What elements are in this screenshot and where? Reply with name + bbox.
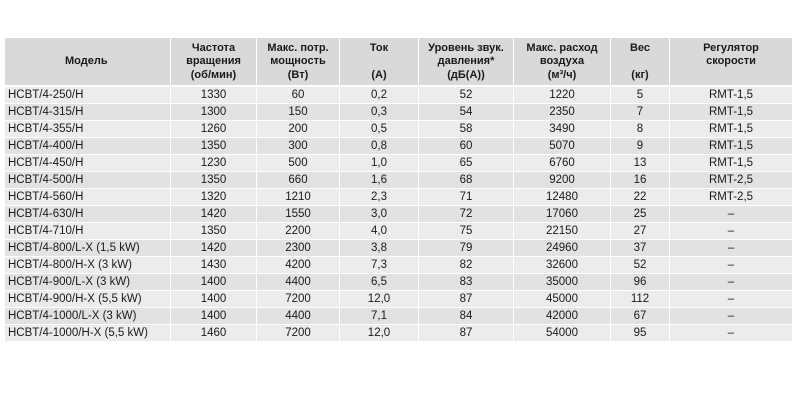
cell-sound: 75 xyxy=(419,223,514,240)
cell-regulator: RMT-1,5 xyxy=(670,104,792,121)
cell-current: 3,0 xyxy=(340,206,419,223)
table-row xyxy=(5,121,792,138)
cell-rpm: 1350 xyxy=(171,138,257,155)
cell-current: 7,3 xyxy=(340,257,419,274)
cell-weight: 22 xyxy=(611,189,670,206)
cell-airflow: 5070 xyxy=(514,138,611,155)
table-row xyxy=(5,206,792,223)
header-rpm xyxy=(171,38,257,87)
cell-regulator: RMT-1,5 xyxy=(670,155,792,172)
cell-weight: 27 xyxy=(611,223,670,240)
header-current-unit: (A) xyxy=(371,68,387,81)
header-regulator-line-2: скорости xyxy=(706,54,756,67)
cell-power: 1550 xyxy=(257,206,340,223)
cell-power: 200 xyxy=(257,121,340,138)
cell-current: 0,5 xyxy=(340,121,419,138)
cell-model: HCBT/4-900/L-X (3 kW) xyxy=(5,274,171,291)
table-row xyxy=(5,223,792,240)
cell-model: HCBT/4-630/H xyxy=(5,206,171,223)
cell-power: 300 xyxy=(257,138,340,155)
table-row xyxy=(5,155,792,172)
cell-airflow: 12480 xyxy=(514,189,611,206)
header-sound-line-2: давления* xyxy=(437,55,495,67)
cell-weight: 67 xyxy=(611,308,670,325)
header-weight-unit: (кг) xyxy=(631,68,649,81)
cell-weight: 16 xyxy=(611,172,670,189)
cell-weight: 8 xyxy=(611,121,670,138)
cell-model: HCBT/4-710/H xyxy=(5,223,171,240)
cell-weight: 13 xyxy=(611,155,670,172)
header-airflow xyxy=(514,38,611,87)
cell-rpm: 1330 xyxy=(171,87,257,104)
cell-model: HCBT/4-315/H xyxy=(5,104,171,121)
cell-weight: 5 xyxy=(611,87,670,104)
cell-sound: 58 xyxy=(419,121,514,138)
cell-power: 2300 xyxy=(257,240,340,257)
cell-current: 12,0 xyxy=(340,325,419,342)
cell-airflow: 54000 xyxy=(514,325,611,342)
table-row xyxy=(5,240,792,257)
cell-sound: 54 xyxy=(419,104,514,121)
cell-sound: 65 xyxy=(419,155,514,172)
cell-rpm: 1400 xyxy=(171,308,257,325)
cell-current: 1,0 xyxy=(340,155,419,172)
header-current-line-1: Ток xyxy=(369,41,389,54)
header-current xyxy=(340,38,419,87)
table-row xyxy=(5,104,792,121)
header-weight xyxy=(611,38,670,87)
header-power xyxy=(257,38,340,87)
cell-airflow: 45000 xyxy=(514,291,611,308)
cell-power: 60 xyxy=(257,87,340,104)
cell-power: 1210 xyxy=(257,189,340,206)
cell-power: 7200 xyxy=(257,325,340,342)
header-sound xyxy=(419,38,514,87)
cell-model: HCBT/4-560/H xyxy=(5,189,171,206)
cell-current: 0,2 xyxy=(340,87,419,104)
table-row xyxy=(5,325,792,342)
cell-weight: 7 xyxy=(611,104,670,121)
cell-current: 4,0 xyxy=(340,223,419,240)
cell-rpm: 1420 xyxy=(171,206,257,223)
cell-airflow: 3490 xyxy=(514,121,611,138)
cell-weight: 112 xyxy=(611,291,670,308)
cell-rpm: 1350 xyxy=(171,172,257,189)
cell-sound: 79 xyxy=(419,240,514,257)
cell-model: HCBT/4-450/H xyxy=(5,155,171,172)
cell-sound: 82 xyxy=(419,257,514,274)
table-body xyxy=(5,87,792,342)
cell-airflow: 1220 xyxy=(514,87,611,104)
cell-model: HCBT/4-800/L-X (1,5 kW) xyxy=(5,240,171,257)
header-model xyxy=(5,38,171,87)
cell-weight: 9 xyxy=(611,138,670,155)
cell-airflow: 32600 xyxy=(514,257,611,274)
header-power-unit: (Вт) xyxy=(287,68,309,81)
cell-airflow: 24960 xyxy=(514,240,611,257)
cell-weight: 25 xyxy=(611,206,670,223)
cell-power: 660 xyxy=(257,172,340,189)
table-row xyxy=(5,172,792,189)
cell-rpm: 1430 xyxy=(171,257,257,274)
cell-regulator: – xyxy=(670,308,792,325)
table-header-row xyxy=(5,38,792,87)
cell-model: HCBT/4-1000/L-X (3 kW) xyxy=(5,308,171,325)
cell-sound: 84 xyxy=(419,308,514,325)
table-row xyxy=(5,257,792,274)
cell-airflow: 35000 xyxy=(514,274,611,291)
cell-sound: 87 xyxy=(419,291,514,308)
cell-weight: 96 xyxy=(611,274,670,291)
table-row xyxy=(5,274,792,291)
cell-current: 12,0 xyxy=(340,291,419,308)
cell-model: HCBT/4-900/H-X (5,5 kW) xyxy=(5,291,171,308)
cell-rpm: 1400 xyxy=(171,274,257,291)
cell-rpm: 1420 xyxy=(171,240,257,257)
cell-airflow: 6760 xyxy=(514,155,611,172)
cell-rpm: 1300 xyxy=(171,104,257,121)
header-sound-line-1: Уровень звук. xyxy=(428,41,504,54)
header-power-line-1: Макс. потр. xyxy=(267,41,329,54)
cell-airflow: 9200 xyxy=(514,172,611,189)
cell-sound: 83 xyxy=(419,274,514,291)
fan-spec-table xyxy=(5,38,792,342)
cell-rpm: 1320 xyxy=(171,189,257,206)
cell-regulator: RMT-1,5 xyxy=(670,138,792,155)
cell-regulator: RMT-2,5 xyxy=(670,172,792,189)
cell-regulator: RMT-1,5 xyxy=(670,121,792,138)
cell-current: 3,8 xyxy=(340,240,419,257)
cell-regulator: – xyxy=(670,274,792,291)
cell-sound: 87 xyxy=(419,325,514,342)
header-airflow-line-2: воздуха xyxy=(539,55,585,67)
cell-weight: 37 xyxy=(611,240,670,257)
cell-rpm: 1230 xyxy=(171,155,257,172)
cell-power: 500 xyxy=(257,155,340,172)
cell-regulator: – xyxy=(670,291,792,308)
cell-airflow: 2350 xyxy=(514,104,611,121)
header-airflow-unit: (м³/ч) xyxy=(547,68,577,81)
table-row xyxy=(5,138,792,155)
header-weight-line-1: Вес xyxy=(629,41,651,54)
cell-airflow: 22150 xyxy=(514,223,611,240)
cell-power: 4400 xyxy=(257,274,340,291)
cell-regulator: – xyxy=(670,223,792,240)
header-rpm-line-2: вращения xyxy=(186,55,241,67)
cell-sound: 52 xyxy=(419,87,514,104)
header-rpm-unit: (об/мин) xyxy=(190,68,237,81)
cell-current: 2,3 xyxy=(340,189,419,206)
cell-regulator: – xyxy=(670,206,792,223)
cell-airflow: 17060 xyxy=(514,206,611,223)
cell-model: HCBT/4-250/H xyxy=(5,87,171,104)
cell-regulator: RMT-2,5 xyxy=(670,189,792,206)
cell-current: 1,6 xyxy=(340,172,419,189)
cell-model: HCBT/4-800/H-X (3 kW) xyxy=(5,257,171,274)
cell-power: 4400 xyxy=(257,308,340,325)
table-row xyxy=(5,87,792,104)
cell-current: 6,5 xyxy=(340,274,419,291)
cell-current: 7,1 xyxy=(340,308,419,325)
header-power-line-2: мощность xyxy=(270,55,326,67)
header-model-line: Модель xyxy=(65,55,108,67)
cell-regulator: – xyxy=(670,325,792,342)
cell-rpm: 1350 xyxy=(171,223,257,240)
cell-sound: 72 xyxy=(419,206,514,223)
cell-weight: 95 xyxy=(611,325,670,342)
cell-power: 150 xyxy=(257,104,340,121)
cell-model: HCBT/4-1000/H-X (5,5 kW) xyxy=(5,325,171,342)
cell-sound: 71 xyxy=(419,189,514,206)
cell-weight: 52 xyxy=(611,257,670,274)
header-airflow-line-1: Макс. расход xyxy=(526,41,598,54)
cell-rpm: 1400 xyxy=(171,291,257,308)
cell-model: HCBT/4-400/H xyxy=(5,138,171,155)
table-row xyxy=(5,308,792,325)
cell-regulator: RMT-1,5 xyxy=(670,87,792,104)
cell-power: 4200 xyxy=(257,257,340,274)
cell-regulator: – xyxy=(670,257,792,274)
header-regulator xyxy=(670,38,792,87)
cell-model: HCBT/4-500/H xyxy=(5,172,171,189)
header-rpm-line-1: Частота xyxy=(191,41,236,54)
cell-power: 2200 xyxy=(257,223,340,240)
cell-current: 0,8 xyxy=(340,138,419,155)
table-row xyxy=(5,291,792,308)
cell-regulator: – xyxy=(670,240,792,257)
header-regulator-line-1: Регулятор xyxy=(703,41,759,54)
cell-airflow: 42000 xyxy=(514,308,611,325)
cell-power: 7200 xyxy=(257,291,340,308)
cell-current: 0,3 xyxy=(340,104,419,121)
cell-rpm: 1260 xyxy=(171,121,257,138)
cell-sound: 68 xyxy=(419,172,514,189)
cell-sound: 60 xyxy=(419,138,514,155)
header-sound-unit: (дБ(A)) xyxy=(447,68,485,81)
table-row xyxy=(5,189,792,206)
cell-rpm: 1460 xyxy=(171,325,257,342)
cell-model: HCBT/4-355/H xyxy=(5,121,171,138)
